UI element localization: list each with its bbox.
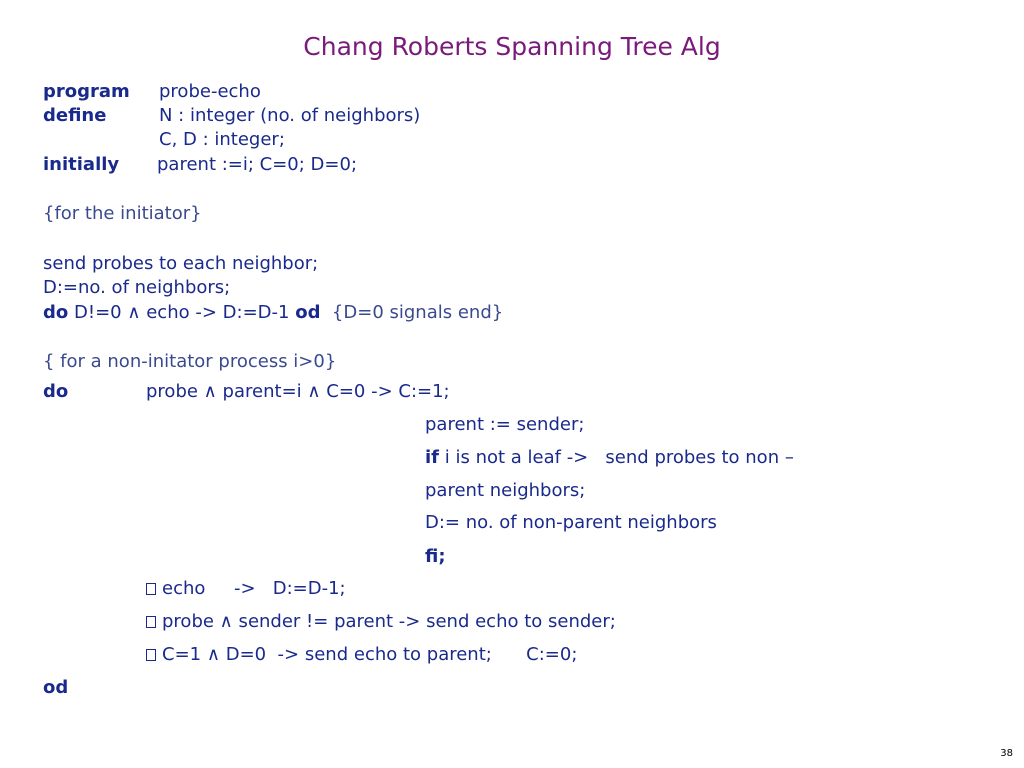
guard-2-line <box>146 577 346 601</box>
if-line <box>425 446 794 470</box>
do-keyword: do <box>43 381 69 402</box>
od-keyword: od <box>43 677 69 698</box>
page-number: 38 <box>1000 748 1013 759</box>
initiator-loop-text: D!=0 ∧ echo -> D:=D-1 <box>74 302 290 323</box>
box-bullet-icon <box>146 616 156 628</box>
initiator-line-1: send probes to each neighbor; <box>43 253 319 274</box>
if-keyword: if <box>425 447 440 468</box>
box-bullet-icon <box>146 583 156 595</box>
initially-value: parent :=i; C=0; D=0; <box>157 154 358 175</box>
guard-4: C=1 ∧ D=0 -> send echo to parent; C:=0; <box>162 644 578 665</box>
statement-3: parent neighbors; <box>425 480 586 501</box>
fi-keyword: fi; <box>425 546 446 567</box>
statement-2: i is not a leaf -> send probes to non – <box>444 447 794 468</box>
box-bullet-icon <box>146 649 156 661</box>
initiator-comment: {for the initiator} <box>43 203 202 224</box>
initiator-line-2: D:=no. of neighbors; <box>43 277 231 298</box>
slide-title: Chang Roberts Spanning Tree Alg <box>303 32 721 61</box>
define-value-2: C, D : integer; <box>159 129 285 150</box>
do-keyword: do <box>43 302 69 323</box>
program-value: probe-echo <box>159 81 261 102</box>
end-comment: {D=0 signals end} <box>331 302 504 323</box>
non-initiator-comment: { for a non-initator process i>0} <box>43 351 337 372</box>
guard-1: probe ∧ parent=i ∧ C=0 -> C:=1; <box>146 381 450 402</box>
guard-3: probe ∧ sender != parent -> send echo to sender; <box>162 611 616 632</box>
od-keyword: od <box>295 302 321 323</box>
initiator-loop-line <box>43 301 503 325</box>
statement-4: D:= no. of non-parent neighbors <box>425 512 717 533</box>
program-keyword: program <box>43 81 130 102</box>
initially-keyword: initially <box>43 154 120 175</box>
guard-2: echo -> D:=D-1; <box>162 578 346 599</box>
guard-4-line <box>146 643 577 667</box>
define-value-1: N : integer (no. of neighbors) <box>159 105 421 126</box>
statement-1: parent := sender; <box>425 414 585 435</box>
guard-3-line <box>146 610 616 634</box>
define-keyword: define <box>43 105 107 126</box>
